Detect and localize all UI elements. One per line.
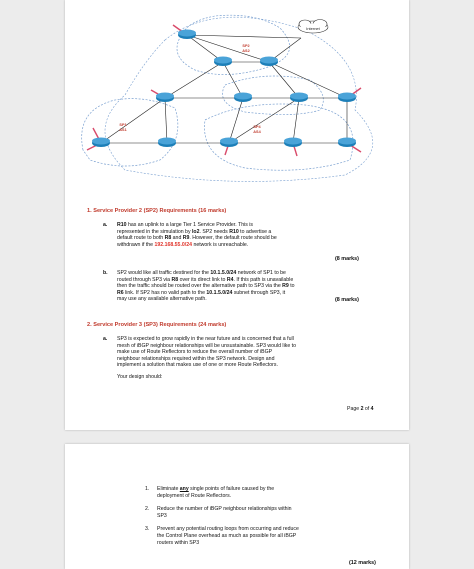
text-line: may use any available alternative path. (117, 296, 207, 303)
router-icon (220, 138, 238, 148)
network-topology-diagram (65, 0, 409, 210)
sp4-boundary (205, 104, 354, 170)
section-1-heading: 1. Service Provider 2 (SP2) Requirements (16 marks) (87, 208, 227, 214)
router-icon (92, 138, 110, 148)
section-2-heading: 2. Service Provider 3 (SP3) Requirements (24 marks) (87, 322, 227, 328)
document-page-1 (65, 0, 409, 430)
sp2-label: SP2 (242, 44, 250, 48)
section-1-item-a (103, 222, 383, 248)
text-line: routed through SP3 via R8 over its direct link to R4. If this path is unavailable (117, 276, 294, 283)
document-page-2 (65, 444, 409, 569)
internet-label: Internet (306, 26, 320, 31)
page-number: Page 2 of 4 (347, 406, 374, 412)
section-2-item-a (103, 336, 393, 381)
design-requirements-list (145, 486, 385, 546)
router-icon (338, 138, 356, 148)
marks-label: (12 marks) (349, 560, 376, 566)
item-letter: a. (103, 336, 108, 342)
text-line: withdrawn if the 192.168.55.0/24 network is unreachable. (117, 241, 249, 248)
hatched-links (87, 25, 361, 156)
marks-label: (8 marks) (335, 297, 359, 303)
router-icon (214, 57, 232, 67)
text-line: then the traffic should be routed over the alternative path to SP3 via the R9 to (117, 283, 295, 290)
text-line: implement a solution that makes use of one or more Route Reflectors. (117, 362, 278, 369)
sp1-boundary (82, 99, 178, 166)
sp1-label: SP1 (119, 123, 127, 127)
router-icon (260, 57, 278, 67)
router-icon (158, 138, 176, 148)
text-line: R6 link. If SP2 has no valid path to the 10.1.5.0/24 subnet through SP3, it (117, 289, 286, 296)
item-letter: a. (103, 222, 108, 228)
text-line: mesh of iBGP neighbour relationships will be unsustainable. SP3 would like to (117, 342, 296, 349)
router-icon (178, 30, 196, 40)
text-line: SP3 is expected to grow rapidly in the near future and is concerned that a full (117, 336, 294, 342)
router-icon (234, 93, 252, 103)
list-item: 3. Prevent any potential routing loops from occurring and reduce the Control Plane overhead as much as possible for all iBGP routers within SP3 (145, 526, 299, 546)
as4-label: AS4 (253, 130, 261, 134)
sp4-label: SP4 (253, 125, 261, 129)
text-line: default route to both R8 and R9. However, the default route should be (117, 235, 277, 242)
marks-label: (8 marks) (335, 256, 359, 262)
list-item: 1. Eliminate any single points of failure caused by the deployment of Route Reflectors. (145, 486, 275, 499)
router-icon (338, 93, 356, 103)
router-icon (290, 93, 308, 103)
text-line: neighbour relationships required within the SP3 network. Design and (117, 355, 275, 362)
links (101, 35, 347, 143)
text-line: SP2 would like all traffic destined for the 10.1.5.0/24 network of SP1 to be (117, 270, 286, 276)
item-letter: b. (103, 270, 108, 276)
router-icon (284, 138, 302, 148)
text-line: Your design should: (117, 373, 163, 380)
as2-label: AS2 (242, 49, 250, 53)
router-icon (156, 93, 174, 103)
text-line: represented in the simulation by lo2. SP2 needs R10 to advertise a (117, 228, 272, 235)
list-item: 2. Reduce the number of iBGP neighbour relationships within SP3 (145, 506, 292, 519)
text-line: R10 has an uplink to a large Tier 1 Service Provider. This is (117, 222, 254, 228)
text-line: make use of Route Reflectors to reduce the overall number of iBGP (117, 349, 273, 356)
as1-label: AS1 (119, 128, 127, 132)
